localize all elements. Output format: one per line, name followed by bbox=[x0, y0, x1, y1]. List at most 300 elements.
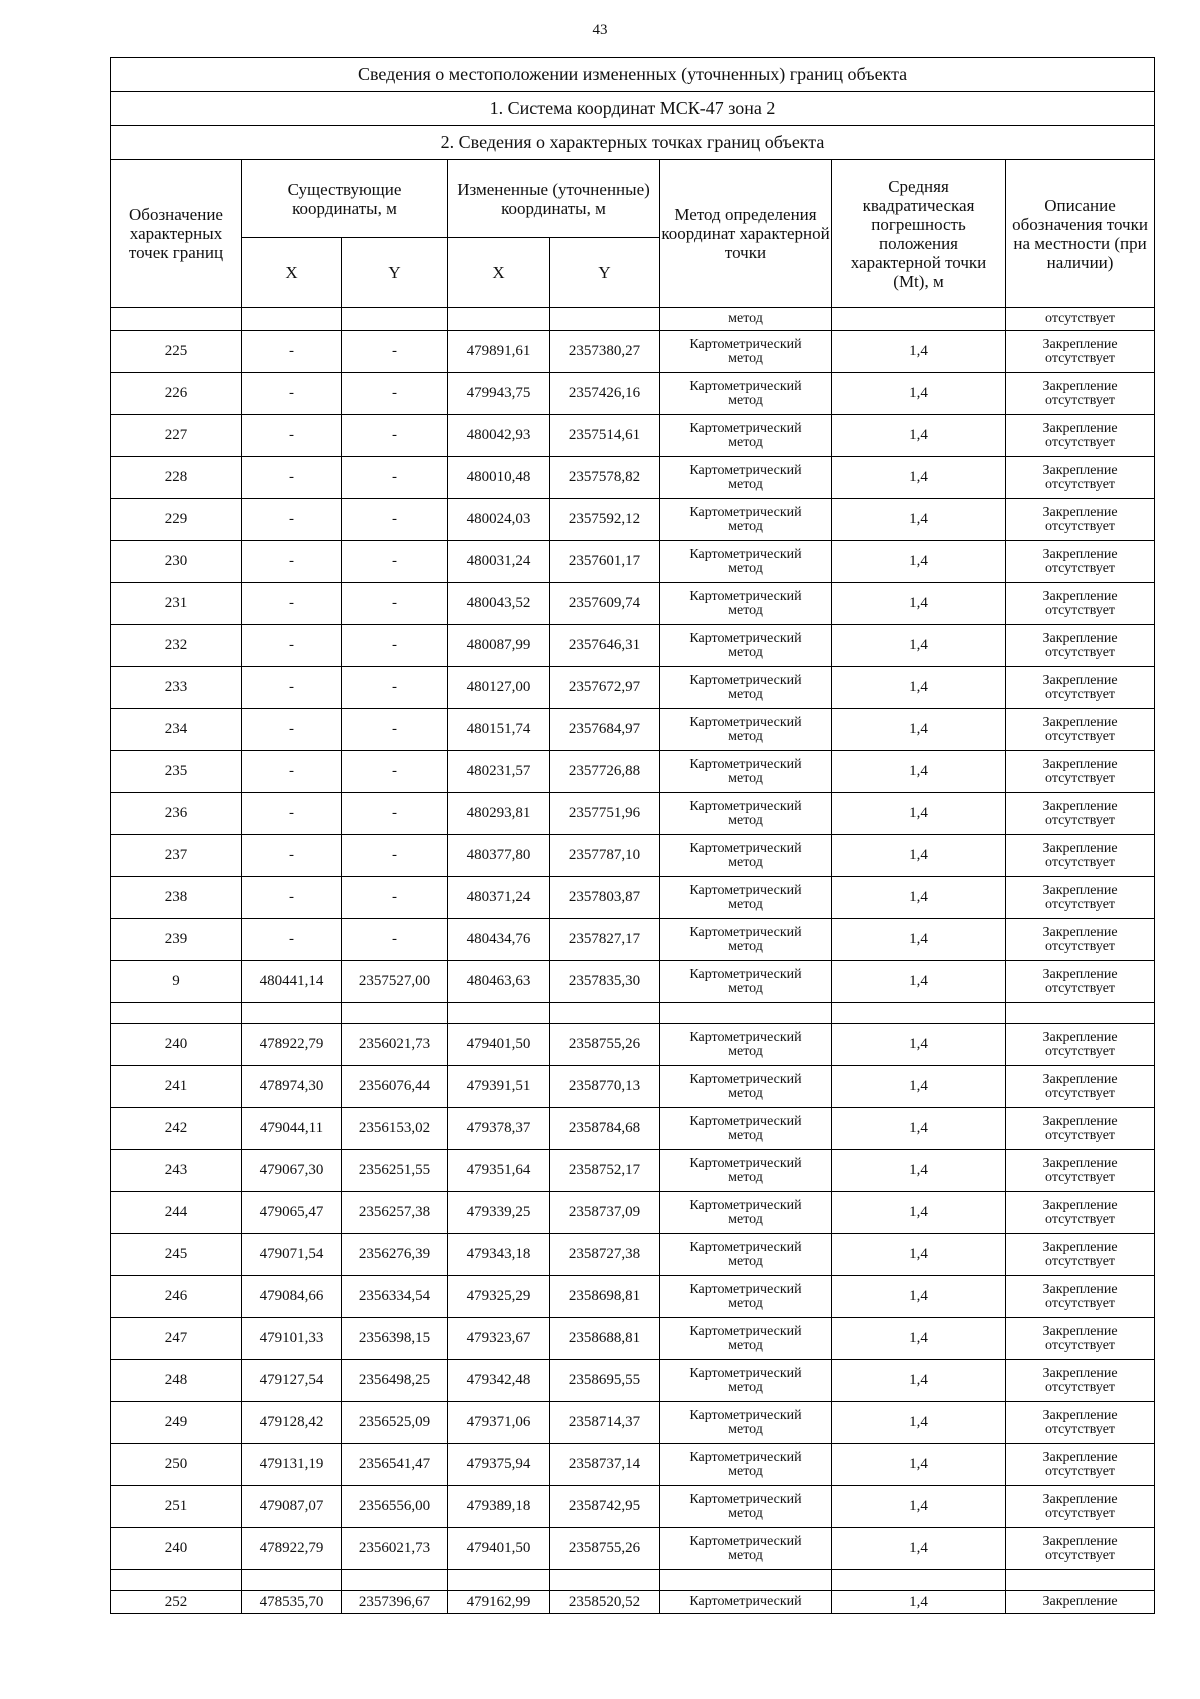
existing-x: - bbox=[242, 499, 342, 541]
header-method: Метод определения координат характерной точки bbox=[660, 160, 832, 308]
description-line-1: Закрепление bbox=[1042, 546, 1118, 562]
description-cell bbox=[1006, 373, 1155, 415]
existing-x: - bbox=[242, 331, 342, 373]
error-mt: 1,4 bbox=[832, 751, 1006, 793]
table-row bbox=[111, 1360, 1155, 1402]
changed-x: 480031,24 bbox=[448, 541, 550, 583]
point-id: 232 bbox=[111, 625, 242, 667]
changed-y: 2358695,55 bbox=[550, 1360, 660, 1402]
description-line-2: отсутствует bbox=[1045, 560, 1116, 576]
changed-x: 480434,76 bbox=[448, 919, 550, 961]
changed-x: 480010,48 bbox=[448, 457, 550, 499]
error-mt: 1,4 bbox=[832, 1486, 1006, 1528]
method-line-1: Картометрический bbox=[689, 1533, 802, 1549]
method-line-2: метод bbox=[728, 1253, 763, 1269]
table-row bbox=[111, 1192, 1155, 1234]
table-row bbox=[111, 1444, 1155, 1486]
method-cell bbox=[660, 1276, 832, 1318]
description-line-1: Закрепление bbox=[1042, 1365, 1118, 1381]
existing-y: 2356021,73 bbox=[342, 1528, 448, 1570]
table-title: Сведения о местоположении измененных (уточненных) границ объекта bbox=[111, 58, 1155, 92]
changed-y: 2358714,37 bbox=[550, 1402, 660, 1444]
existing-x: - bbox=[242, 919, 342, 961]
error-mt: 1,4 bbox=[832, 1108, 1006, 1150]
method-cell bbox=[660, 1360, 832, 1402]
description-line-2: отсутствует bbox=[1045, 1505, 1116, 1521]
method-cell bbox=[660, 583, 832, 625]
method-line-2: метод bbox=[728, 770, 763, 786]
method-line-1: Картометрический bbox=[689, 1239, 802, 1255]
changed-x: 480377,80 bbox=[448, 835, 550, 877]
table-row bbox=[111, 1318, 1155, 1360]
method-cell bbox=[660, 667, 832, 709]
existing-x: 479071,54 bbox=[242, 1234, 342, 1276]
error-mt: 1,4 bbox=[832, 625, 1006, 667]
existing-y: 2356398,15 bbox=[342, 1318, 448, 1360]
method-line-2: метод bbox=[728, 392, 763, 408]
error-mt: 1,4 bbox=[832, 1276, 1006, 1318]
description-line-1: Закрепление bbox=[1042, 588, 1118, 604]
description-line-1: Закрепление bbox=[1042, 882, 1118, 898]
method-line-2: метод bbox=[728, 1337, 763, 1353]
point-id: 249 bbox=[111, 1402, 242, 1444]
point-id: 240 bbox=[111, 1528, 242, 1570]
method-cell bbox=[660, 1444, 832, 1486]
error-mt: 1,4 bbox=[832, 961, 1006, 1003]
description-line-2: отсутствует bbox=[1045, 854, 1116, 870]
header-description: Описание обозначения точки на местности (при наличии) bbox=[1006, 160, 1155, 308]
method-line-2: метод bbox=[728, 644, 763, 660]
existing-y: - bbox=[342, 331, 448, 373]
method-line-1: Картометрический bbox=[689, 966, 802, 982]
method-cell bbox=[660, 373, 832, 415]
description-line-2: отсутствует bbox=[1045, 1085, 1116, 1101]
description-cell bbox=[1006, 835, 1155, 877]
description-line-1: Закрепление bbox=[1042, 1407, 1118, 1423]
existing-x: 479044,11 bbox=[242, 1108, 342, 1150]
description-cell bbox=[1006, 919, 1155, 961]
changed-y: 2358752,17 bbox=[550, 1150, 660, 1192]
description-line-1: Закрепление bbox=[1042, 1323, 1118, 1339]
description-line-2: отсутствует bbox=[1045, 1253, 1116, 1269]
method-cell bbox=[660, 751, 832, 793]
existing-y: - bbox=[342, 625, 448, 667]
description-cell bbox=[1006, 1234, 1155, 1276]
changed-y: 2357835,30 bbox=[550, 961, 660, 1003]
error-mt: 1,4 bbox=[832, 667, 1006, 709]
continuation-method: метод bbox=[660, 308, 832, 331]
existing-x: - bbox=[242, 541, 342, 583]
error-mt: 1,4 bbox=[832, 541, 1006, 583]
existing-x: 478974,30 bbox=[242, 1066, 342, 1108]
changed-x: 479343,18 bbox=[448, 1234, 550, 1276]
existing-y: - bbox=[342, 877, 448, 919]
changed-y: 2358770,13 bbox=[550, 1066, 660, 1108]
description-cell bbox=[1006, 1444, 1155, 1486]
changed-y: 2357514,61 bbox=[550, 415, 660, 457]
description-line-2: отсутствует bbox=[1045, 518, 1116, 534]
method-line-1: Картометрический bbox=[689, 1365, 802, 1381]
method-line-1: Картометрический bbox=[689, 1281, 802, 1297]
method-cell bbox=[660, 499, 832, 541]
table-row bbox=[111, 331, 1155, 373]
description-line-1: Закрепление bbox=[1042, 504, 1118, 520]
description-cell bbox=[1006, 1276, 1155, 1318]
existing-x: - bbox=[242, 373, 342, 415]
point-id: 250 bbox=[111, 1444, 242, 1486]
point-id: 244 bbox=[111, 1192, 242, 1234]
method-cell bbox=[660, 541, 832, 583]
method-line-1: Картометрический bbox=[689, 1155, 802, 1171]
existing-x: 479128,42 bbox=[242, 1402, 342, 1444]
existing-x: - bbox=[242, 625, 342, 667]
changed-y: 2358520,52 bbox=[550, 1591, 660, 1614]
error-mt: 1,4 bbox=[832, 1066, 1006, 1108]
header-changed-coordinates: Измененные (уточненные) координаты, м bbox=[448, 160, 660, 238]
point-id: 245 bbox=[111, 1234, 242, 1276]
changed-y: 2357751,96 bbox=[550, 793, 660, 835]
method-line-2: метод bbox=[728, 1295, 763, 1311]
description-line-2: отсутствует bbox=[1045, 1211, 1116, 1227]
method-line-2: метод bbox=[728, 938, 763, 954]
description-cell bbox=[1006, 625, 1155, 667]
method-line-2: метод bbox=[728, 980, 763, 996]
continuation-row bbox=[111, 308, 1155, 331]
method-line-1: Картометрический bbox=[689, 756, 802, 772]
existing-y: 2356556,00 bbox=[342, 1486, 448, 1528]
changed-x: 479351,64 bbox=[448, 1150, 550, 1192]
method-line-1: Картометрический bbox=[689, 1197, 802, 1213]
changed-x: 479391,51 bbox=[448, 1066, 550, 1108]
changed-x: 480042,93 bbox=[448, 415, 550, 457]
description-cell bbox=[1006, 1486, 1155, 1528]
existing-y: 2356541,47 bbox=[342, 1444, 448, 1486]
table-row bbox=[111, 1150, 1155, 1192]
table-row bbox=[111, 751, 1155, 793]
method-line-2: метод bbox=[728, 434, 763, 450]
changed-x: 479375,94 bbox=[448, 1444, 550, 1486]
method-line-2: метод bbox=[728, 686, 763, 702]
point-id: 229 bbox=[111, 499, 242, 541]
table-row bbox=[111, 583, 1155, 625]
point-id: 236 bbox=[111, 793, 242, 835]
changed-y: 2358784,68 bbox=[550, 1108, 660, 1150]
error-mt: 1,4 bbox=[832, 793, 1006, 835]
existing-x: 479087,07 bbox=[242, 1486, 342, 1528]
spacer-row bbox=[111, 1003, 1155, 1024]
method-line-1: Картометрический bbox=[689, 924, 802, 940]
point-id: 233 bbox=[111, 667, 242, 709]
error-mt: 1,4 bbox=[832, 1234, 1006, 1276]
changed-y: 2357426,16 bbox=[550, 373, 660, 415]
point-id: 243 bbox=[111, 1150, 242, 1192]
changed-y: 2358688,81 bbox=[550, 1318, 660, 1360]
error-mt: 1,4 bbox=[832, 1402, 1006, 1444]
changed-y: 2357578,82 bbox=[550, 457, 660, 499]
description-cell: Закрепление bbox=[1006, 1591, 1155, 1614]
point-id: 247 bbox=[111, 1318, 242, 1360]
description-line-2: отсутствует bbox=[1045, 1127, 1116, 1143]
error-mt: 1,4 bbox=[832, 919, 1006, 961]
error-mt: 1,4 bbox=[832, 373, 1006, 415]
method-line-2: метод bbox=[728, 728, 763, 744]
method-line-2: метод bbox=[728, 1505, 763, 1521]
changed-y: 2357726,88 bbox=[550, 751, 660, 793]
description-cell bbox=[1006, 331, 1155, 373]
error-mt: 1,4 bbox=[832, 415, 1006, 457]
method-line-2: метод bbox=[728, 1043, 763, 1059]
existing-x: 480441,14 bbox=[242, 961, 342, 1003]
existing-x: 479065,47 bbox=[242, 1192, 342, 1234]
description-cell bbox=[1006, 583, 1155, 625]
existing-x: - bbox=[242, 709, 342, 751]
existing-y: - bbox=[342, 457, 448, 499]
method-cell bbox=[660, 331, 832, 373]
method-line-1: Картометрический bbox=[689, 1407, 802, 1423]
description-line-1: Закрепление bbox=[1042, 1449, 1118, 1465]
description-line-1: Закрепление bbox=[1042, 1113, 1118, 1129]
method-line-2: метод bbox=[728, 476, 763, 492]
description-cell bbox=[1006, 1402, 1155, 1444]
description-cell bbox=[1006, 961, 1155, 1003]
point-id: 238 bbox=[111, 877, 242, 919]
method-cell bbox=[660, 625, 832, 667]
method-line-2: метод bbox=[728, 812, 763, 828]
description-cell bbox=[1006, 1066, 1155, 1108]
changed-x: 479371,06 bbox=[448, 1402, 550, 1444]
changed-x: 479943,75 bbox=[448, 373, 550, 415]
description-line-2: отсутствует bbox=[1045, 1169, 1116, 1185]
description-line-2: отсутствует bbox=[1045, 812, 1116, 828]
existing-x: - bbox=[242, 583, 342, 625]
method-line-2: метод bbox=[728, 1547, 763, 1563]
point-id: 234 bbox=[111, 709, 242, 751]
table-row bbox=[111, 541, 1155, 583]
table-row bbox=[111, 1486, 1155, 1528]
description-cell bbox=[1006, 667, 1155, 709]
table-row bbox=[111, 1402, 1155, 1444]
description-line-2: отсутствует bbox=[1045, 896, 1116, 912]
description-line-2: отсутствует bbox=[1045, 1295, 1116, 1311]
table-row bbox=[111, 1108, 1155, 1150]
description-cell bbox=[1006, 877, 1155, 919]
changed-y: 2357803,87 bbox=[550, 877, 660, 919]
method-cell bbox=[660, 877, 832, 919]
existing-x: 479131,19 bbox=[242, 1444, 342, 1486]
method-line-1: Картометрический bbox=[689, 714, 802, 730]
changed-x: 479401,50 bbox=[448, 1024, 550, 1066]
description-cell bbox=[1006, 499, 1155, 541]
method-line-1: Картометрический bbox=[689, 1113, 802, 1129]
method-line-2: метод bbox=[728, 1463, 763, 1479]
description-line-1: Закрепление bbox=[1042, 1239, 1118, 1255]
table-row bbox=[111, 793, 1155, 835]
existing-y: 2356525,09 bbox=[342, 1402, 448, 1444]
page-number: 43 bbox=[592, 22, 608, 38]
description-cell bbox=[1006, 793, 1155, 835]
existing-y: 2356251,55 bbox=[342, 1150, 448, 1192]
description-cell bbox=[1006, 1528, 1155, 1570]
existing-y: 2356257,38 bbox=[342, 1192, 448, 1234]
method-line-2: метод bbox=[728, 1421, 763, 1437]
method-cell bbox=[660, 793, 832, 835]
description-line-2: отсутствует bbox=[1045, 728, 1116, 744]
point-id: 239 bbox=[111, 919, 242, 961]
existing-x: - bbox=[242, 751, 342, 793]
point-id: 227 bbox=[111, 415, 242, 457]
header-existing-x: X bbox=[242, 238, 342, 308]
changed-y: 2358755,26 bbox=[550, 1024, 660, 1066]
changed-x: 480024,03 bbox=[448, 499, 550, 541]
error-mt: 1,4 bbox=[832, 1150, 1006, 1192]
changed-x: 480087,99 bbox=[448, 625, 550, 667]
existing-x: 478922,79 bbox=[242, 1528, 342, 1570]
changed-x: 479891,61 bbox=[448, 331, 550, 373]
description-line-2: отсутствует bbox=[1045, 1337, 1116, 1353]
method-cell bbox=[660, 1528, 832, 1570]
description-cell bbox=[1006, 751, 1155, 793]
changed-y: 2358698,81 bbox=[550, 1276, 660, 1318]
changed-x: 479401,50 bbox=[448, 1528, 550, 1570]
existing-y: 2356153,02 bbox=[342, 1108, 448, 1150]
method-line-2: метод bbox=[728, 1379, 763, 1395]
description-line-2: отсутствует bbox=[1045, 770, 1116, 786]
description-line-2: отсутствует bbox=[1045, 1043, 1116, 1059]
changed-y: 2357827,17 bbox=[550, 919, 660, 961]
description-cell bbox=[1006, 1108, 1155, 1150]
changed-x: 479378,37 bbox=[448, 1108, 550, 1150]
method-cell bbox=[660, 1318, 832, 1360]
changed-y: 2357684,97 bbox=[550, 709, 660, 751]
description-line-2: отсутствует bbox=[1045, 476, 1116, 492]
error-mt: 1,4 bbox=[832, 1444, 1006, 1486]
description-line-1: Закрепление bbox=[1042, 1197, 1118, 1213]
method-cell bbox=[660, 1402, 832, 1444]
changed-y: 2357601,17 bbox=[550, 541, 660, 583]
point-id: 248 bbox=[111, 1360, 242, 1402]
changed-x: 479323,67 bbox=[448, 1318, 550, 1360]
error-mt: 1,4 bbox=[832, 499, 1006, 541]
header-error: Средняя квадратическая погрешность положения характерной точки (Mt), м bbox=[832, 160, 1006, 308]
changed-y: 2357380,27 bbox=[550, 331, 660, 373]
description-line-1: Закрепление bbox=[1042, 420, 1118, 436]
description-line-1: Закрепление bbox=[1042, 378, 1118, 394]
method-cell bbox=[660, 919, 832, 961]
description-line-2: отсутствует bbox=[1045, 938, 1116, 954]
method-cell bbox=[660, 1192, 832, 1234]
changed-x: 480043,52 bbox=[448, 583, 550, 625]
method-line-1: Картометрический bbox=[689, 672, 802, 688]
method-line-1: Картометрический bbox=[689, 1449, 802, 1465]
method-line-2: метод bbox=[728, 1127, 763, 1143]
table-row bbox=[111, 457, 1155, 499]
point-id: 226 bbox=[111, 373, 242, 415]
existing-x: 479067,30 bbox=[242, 1150, 342, 1192]
coordinate-system: 1. Система координат МСК-47 зона 2 bbox=[111, 92, 1155, 126]
changed-x: 479342,48 bbox=[448, 1360, 550, 1402]
point-id: 9 bbox=[111, 961, 242, 1003]
method-line-1: Картометрический bbox=[689, 630, 802, 646]
error-mt: 1,4 bbox=[832, 1591, 1006, 1614]
description-line-2: отсутствует bbox=[1045, 980, 1116, 996]
changed-y: 2358737,14 bbox=[550, 1444, 660, 1486]
existing-y: 2356334,54 bbox=[342, 1276, 448, 1318]
existing-y: - bbox=[342, 373, 448, 415]
method-line-1: Картометрический bbox=[689, 1029, 802, 1045]
description-cell bbox=[1006, 1318, 1155, 1360]
method-line-2: метод bbox=[728, 854, 763, 870]
existing-x: - bbox=[242, 793, 342, 835]
method-cell bbox=[660, 1108, 832, 1150]
point-id: 228 bbox=[111, 457, 242, 499]
existing-y: 2357396,67 bbox=[342, 1591, 448, 1614]
description-line-1: Закрепление bbox=[1042, 714, 1118, 730]
description-line-2: отсутствует bbox=[1045, 1421, 1116, 1437]
changed-x: 480463,63 bbox=[448, 961, 550, 1003]
method-cell bbox=[660, 1024, 832, 1066]
existing-y: - bbox=[342, 583, 448, 625]
table-row bbox=[111, 1066, 1155, 1108]
existing-y: 2356276,39 bbox=[342, 1234, 448, 1276]
point-id: 231 bbox=[111, 583, 242, 625]
changed-y: 2357646,31 bbox=[550, 625, 660, 667]
table-row bbox=[111, 1234, 1155, 1276]
method-line-2: метод bbox=[728, 896, 763, 912]
method-cell bbox=[660, 415, 832, 457]
point-id: 241 bbox=[111, 1066, 242, 1108]
description-line-2: отсутствует bbox=[1045, 1547, 1116, 1563]
method-line-2: метод bbox=[728, 518, 763, 534]
table-row bbox=[111, 1528, 1155, 1570]
error-mt: 1,4 bbox=[832, 709, 1006, 751]
description-line-1: Закрепление bbox=[1042, 1533, 1118, 1549]
description-line-1: Закрепление bbox=[1042, 966, 1118, 982]
existing-y: 2356076,44 bbox=[342, 1066, 448, 1108]
error-mt: 1,4 bbox=[832, 877, 1006, 919]
point-id: 225 bbox=[111, 331, 242, 373]
description-line-2: отсутствует bbox=[1045, 1463, 1116, 1479]
description-cell bbox=[1006, 541, 1155, 583]
error-mt: 1,4 bbox=[832, 457, 1006, 499]
description-line-1: Закрепление bbox=[1042, 462, 1118, 478]
continuation-description: отсутствует bbox=[1006, 308, 1155, 331]
description-line-1: Закрепление bbox=[1042, 630, 1118, 646]
changed-x: 479339,25 bbox=[448, 1192, 550, 1234]
changed-y: 2357592,12 bbox=[550, 499, 660, 541]
point-id: 242 bbox=[111, 1108, 242, 1150]
description-line-2: отсутствует bbox=[1045, 602, 1116, 618]
method-line-1: Картометрический bbox=[689, 1323, 802, 1339]
changed-x: 480151,74 bbox=[448, 709, 550, 751]
error-mt: 1,4 bbox=[832, 1528, 1006, 1570]
table-row bbox=[111, 709, 1155, 751]
point-id: 252 bbox=[111, 1591, 242, 1614]
existing-x: 479127,54 bbox=[242, 1360, 342, 1402]
table-subtitle: 2. Сведения о характерных точках границ объекта bbox=[111, 126, 1155, 160]
spacer-row bbox=[111, 1570, 1155, 1591]
method-cell bbox=[660, 1486, 832, 1528]
point-id: 237 bbox=[111, 835, 242, 877]
description-line-2: отсутствует bbox=[1045, 434, 1116, 450]
changed-y: 2357787,10 bbox=[550, 835, 660, 877]
description-cell bbox=[1006, 415, 1155, 457]
changed-y: 2358742,95 bbox=[550, 1486, 660, 1528]
method-line-2: метод bbox=[728, 602, 763, 618]
point-id: 230 bbox=[111, 541, 242, 583]
existing-y: - bbox=[342, 793, 448, 835]
description-line-2: отсутствует bbox=[1045, 392, 1116, 408]
error-mt: 1,4 bbox=[832, 835, 1006, 877]
